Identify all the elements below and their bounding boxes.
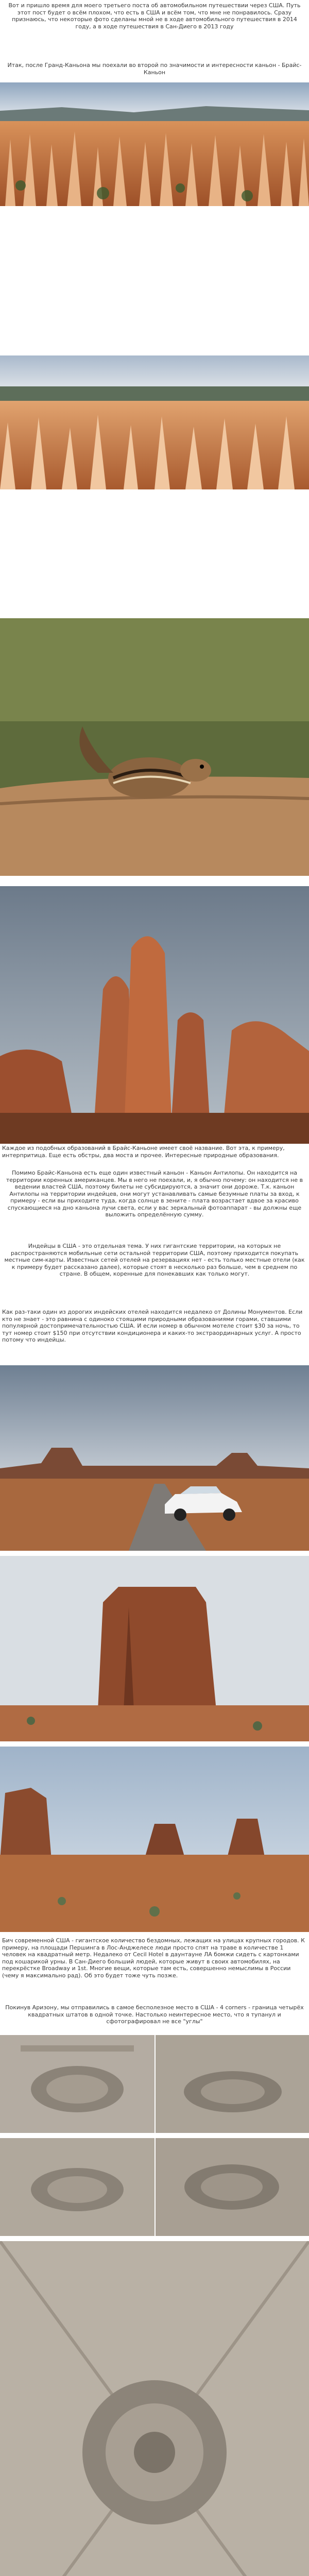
photo-chipmunk xyxy=(0,618,309,876)
caption-antelope-canyon: Помимо Брайс-Каньона есть еще один известный каньон - Каньон Антилопы. Он находится на территории коренных американцев. Мы в него не поехали, и, я обычно почему: он находится не в ведении властей США, поэтому билеты не субсидируются, а значит они дороже. Т.к. каньон Антилопы на территории индейцев, они могут устанавливать самые безумные платы за вход, к примеру - если вы приходите туда, когда солнце в зените - плата возрастает вдвое за красиво спускающиеся на дно каньона лучи света, если у вас зеркальный фотоаппарат - вы должны еще выложить определённую сумму. xyxy=(6,1170,303,1218)
photo-four-corners-plaque-4 xyxy=(156,2138,309,2236)
caption-four-corners: Покинув Аризону, мы отправились в самое бесполезное место в США - 4 corners - граница четырёх квадратных штатов в одной точке. Настолько неинтересное место, что я тупанул и сфотографировал не все "углы" xyxy=(5,2004,304,2025)
photo-hoodoo-formations xyxy=(0,886,309,1144)
caption-indians: Индейцы в США - это отдельная тема. У них гигантские территории, на которых не распространяются мобильные сети остальной территории США, поэтому приходится покупать местные сим-карты. Известных сетей отелей на резервациях нет - есть только местные отели (как к примеру будет рассказано далее), которые стоят в несколько раз больше, чем в среднем по стране. В общем, коренные для понекавших как только могут. xyxy=(4,1243,305,1277)
intro-text: Вот и пришло время для моего третьего поста об автомобильном путешествии через США. Путь этот пост будет о всём плохом, что есть в США и всём том, что мне не понравилось. Сразу признаюсь, что некоторые фото сделаны мной не в ходе автомобильного путешествия в 2014 году, а в ходе путешествия в Сан-Диего в 2013 году xyxy=(8,2,301,30)
photo-four-corners-plaque-1 xyxy=(0,2035,154,2133)
caption-homeless: Бич современной США - гигантское количество бездомных, лежащих на улицах крупных городов. К примеру, на площади Першинга в Лос-Анджелесе люди просто спят на траве в количестве 1 человек на квадратный метр. Недалеко от Cecil Hotel в даунтауне ЛА бомжи сидеть с картонками под кошарикой урны. В Сан-Диего больший людей, которые живут в своих автомобилях, на перекрёстке Broadway и 1st. Многие вещи, которые там есть, совершенно немыслимы в России (чему я максимально рад). Об это будет тоже чуть позже. xyxy=(2,1937,305,1979)
photo-car-desert-road xyxy=(0,1365,309,1551)
photo-monument-valley-landscape xyxy=(0,1747,309,1932)
photo-four-corners-plaque-3 xyxy=(0,2138,154,2236)
photo-four-corners-monument xyxy=(0,2241,309,2576)
photo-bryce-canyon-amphitheater xyxy=(0,355,309,489)
caption-bryce-canyon: Итак, после Гранд-Каньона мы поехали во второй по значимости и интересности каньон - Брайс-Каньон xyxy=(7,62,302,76)
photo-monument-butte xyxy=(0,1556,309,1741)
photo-bryce-canyon-panorama xyxy=(0,82,309,206)
photo-four-corners-plaque-2 xyxy=(156,2035,309,2133)
caption-formations: Каждое из подобных образований в Брайс-Каньоне имеет своё название. Вот эта, к примеру, интерпритица. Еще есть обстры, два моста и прочее. Интересные природные образования. xyxy=(2,1145,285,1159)
caption-monument-valley: Как раз-таки один из дорогих индейских отелей находится недалеко от Долины Монументов. Если кто не знает - это равнина с одиноко стоящими природными образованиями горами, ставшими популярной достопримечательностью США. И если номер в обычном мотеле стоит $30 за ночь, то тут номер стоит $150 при отсутствии кондиционера и каких-то экстраординарных услуг. А просто потому что индейцы. xyxy=(2,1309,303,1343)
